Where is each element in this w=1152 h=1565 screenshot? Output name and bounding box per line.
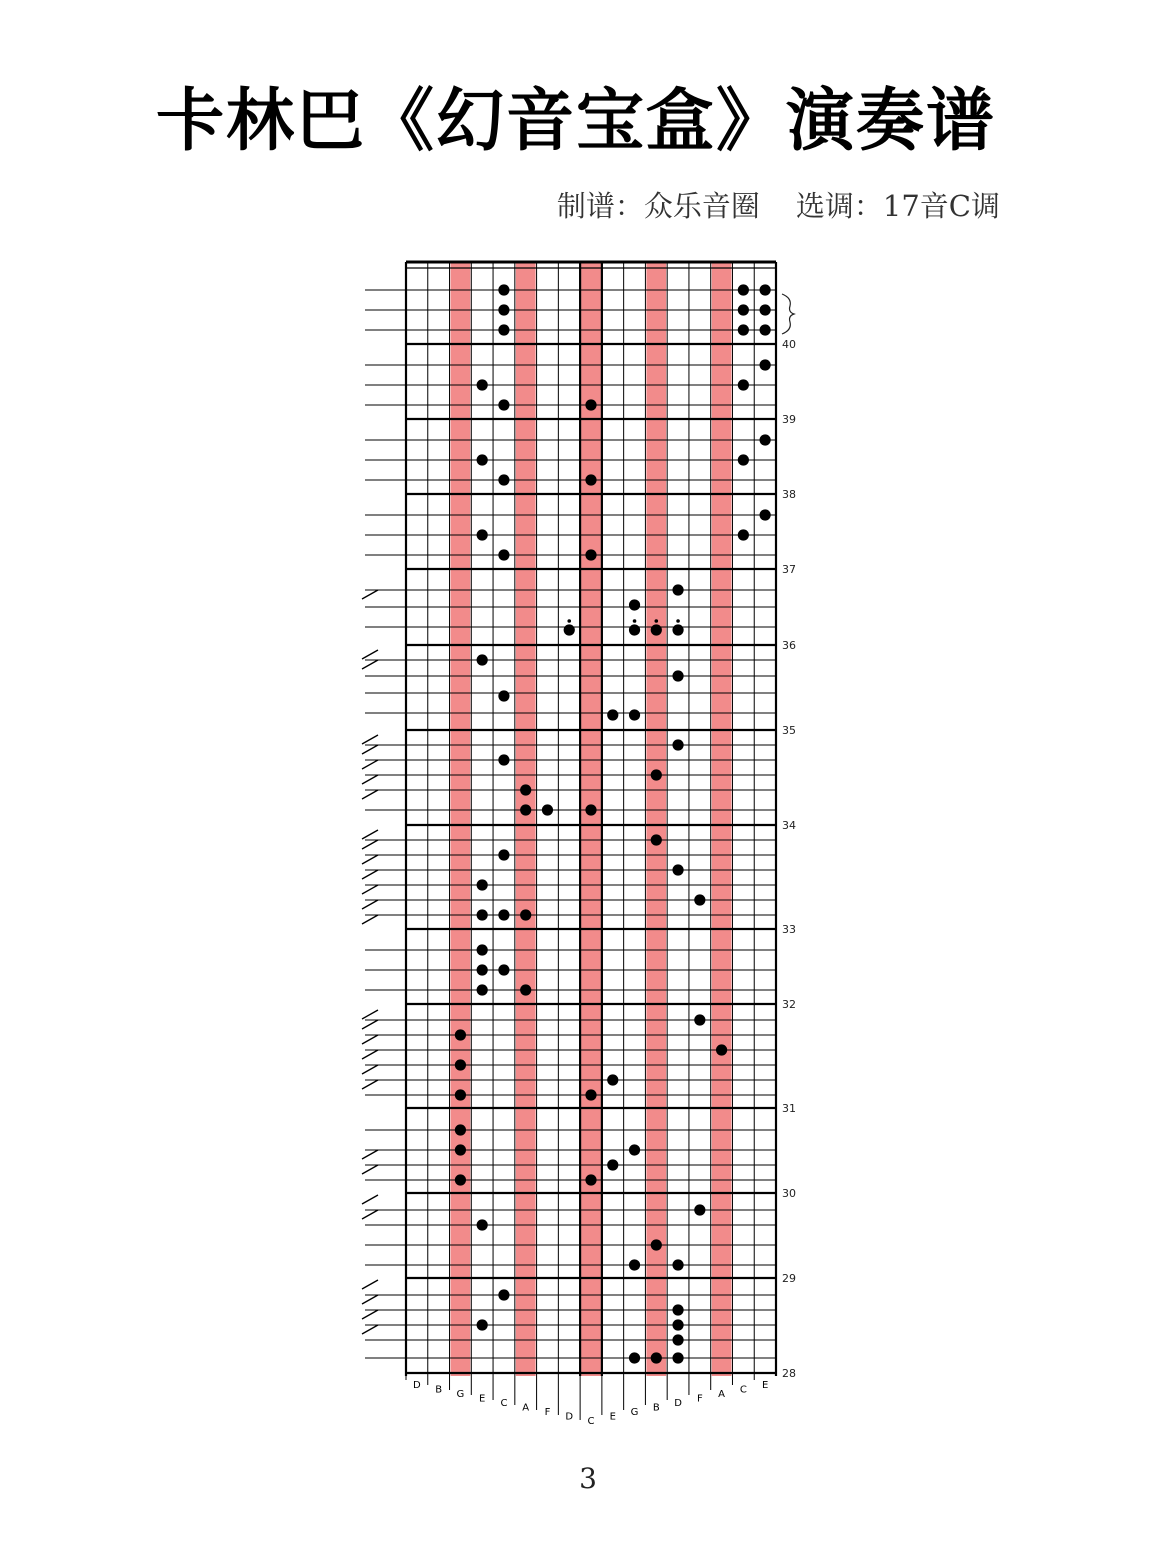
note-dot [672, 670, 683, 681]
tine-label: E [761, 1380, 769, 1391]
note-dot [477, 1319, 488, 1330]
rhythm-flag [362, 735, 378, 744]
rhythm-flags [362, 590, 378, 1334]
rhythm-flag [362, 1295, 378, 1304]
note-dot [738, 454, 749, 465]
note-dot [629, 1144, 640, 1155]
rhythm-flag [362, 1195, 378, 1204]
rhythm-flag [362, 870, 378, 879]
note-dot [477, 909, 488, 920]
note-dot [564, 624, 575, 635]
note-dot [738, 304, 749, 315]
note-dot [672, 739, 683, 750]
key-value: 17音C调 [882, 189, 1000, 223]
note-dot [498, 690, 509, 701]
measure-number: 36 [782, 639, 796, 652]
note-dot [760, 284, 771, 295]
note-dot [738, 529, 749, 540]
note-dot [498, 474, 509, 485]
note-dot [651, 624, 662, 635]
tine-labels [406, 1376, 768, 1427]
note-dot [520, 909, 531, 920]
rhythm-flag [362, 650, 378, 659]
note-dot [498, 324, 509, 335]
repeat-brace-mark [782, 294, 794, 334]
note-dot [520, 784, 531, 795]
augmentation-dot [654, 619, 658, 623]
tine-label: A [718, 1389, 726, 1400]
note-dot [607, 1074, 618, 1085]
measure-number: 33 [782, 923, 796, 936]
note-dot [585, 474, 596, 485]
note-dot [542, 804, 553, 815]
highlight-column [581, 262, 601, 1376]
rhythm-flag [362, 885, 378, 894]
rhythm-flag [362, 1065, 378, 1074]
note-dot [629, 1352, 640, 1363]
rhythm-flag [362, 1150, 378, 1159]
tine-label: F [544, 1407, 551, 1418]
note-dot [651, 1239, 662, 1250]
tine-label: B [435, 1384, 443, 1396]
note-dot [651, 1352, 662, 1363]
note-dot [455, 1059, 466, 1070]
rhythm-flag [362, 1325, 378, 1334]
measure-number: 32 [782, 998, 796, 1011]
rhythm-flag [362, 915, 378, 924]
note-dot [651, 834, 662, 845]
tine-label: C [739, 1384, 747, 1396]
highlight-column [516, 262, 536, 1376]
note-dot [716, 1044, 727, 1055]
tine-label: A [522, 1402, 530, 1414]
rhythm-flag [362, 1010, 378, 1019]
rhythm-flag [362, 745, 378, 754]
note-dot [498, 1289, 509, 1300]
measure-number: 29 [782, 1272, 796, 1285]
note-dot [760, 304, 771, 315]
note-dot [455, 1124, 466, 1135]
note-dot [477, 984, 488, 995]
note-dot [477, 379, 488, 390]
note-dot [738, 379, 749, 390]
note-dot [629, 599, 640, 610]
note-dot [738, 324, 749, 335]
note-dot [672, 1319, 683, 1330]
tine-label: G [630, 1407, 639, 1418]
note-dot [477, 654, 488, 665]
note-dot [455, 1089, 466, 1100]
page-title: 卡林巴《幻音宝盒》演奏谱 [155, 82, 996, 161]
note-dot [738, 284, 749, 295]
note-dot [477, 964, 488, 975]
note-dot [760, 434, 771, 445]
measure-number: 37 [782, 563, 796, 576]
note-dot [477, 529, 488, 540]
rhythm-flag [362, 660, 378, 669]
highlight-column [712, 262, 732, 1376]
note-dot [585, 549, 596, 560]
rhythm-flag [362, 1310, 378, 1319]
rhythm-flag [362, 1020, 378, 1029]
note-dot [672, 1304, 683, 1315]
page-number: 3 [579, 1462, 597, 1495]
note-dot [607, 709, 618, 720]
note-dot [629, 624, 640, 635]
note-dot [498, 399, 509, 410]
measure-number: 39 [782, 413, 796, 426]
note-dot [498, 304, 509, 315]
rhythm-flag [362, 1080, 378, 1089]
rhythm-flag [362, 1165, 378, 1174]
rhythm-flag [362, 1280, 378, 1289]
note-dot [498, 964, 509, 975]
rhythm-flag [362, 775, 378, 784]
note-dot [629, 709, 640, 720]
rhythm-flag [362, 760, 378, 769]
rhythm-flag [362, 1210, 378, 1219]
measure-number: 28 [782, 1367, 796, 1380]
highlight-column [451, 262, 471, 1376]
repeat-brace [782, 294, 794, 334]
measure-number: 31 [782, 1102, 796, 1115]
note-dot [498, 849, 509, 860]
note-dot [498, 754, 509, 765]
note-dot [455, 1174, 466, 1185]
augmentation-dot [676, 619, 680, 623]
measure-number: 35 [782, 724, 796, 737]
measure-number: 38 [782, 488, 796, 501]
measure-number: 40 [782, 338, 796, 351]
tine-label: C [587, 1416, 595, 1427]
note-dot [672, 864, 683, 875]
measure-number: 30 [782, 1187, 796, 1200]
note-dot [585, 1089, 596, 1100]
note-dot [694, 894, 705, 905]
note-dot [629, 1259, 640, 1270]
tine-label: D [565, 1411, 574, 1423]
note-dot [520, 804, 531, 815]
note-dot [694, 1204, 705, 1215]
arranger-label: 制谱： [556, 189, 644, 223]
tine-label: F [696, 1393, 703, 1405]
note-dot [498, 909, 509, 920]
tine-label: G [456, 1389, 465, 1400]
rhythm-flag [362, 900, 378, 909]
note-dot [760, 359, 771, 370]
note-dot [585, 399, 596, 410]
highlight-column [646, 262, 666, 1376]
arranger-name: 众乐音圈 [643, 189, 760, 223]
note-dot [672, 624, 683, 635]
note-dot [585, 1174, 596, 1185]
note-dot [651, 769, 662, 780]
tine-label: C [500, 1398, 508, 1409]
rhythm-flag [362, 1035, 378, 1044]
note-dot [672, 1334, 683, 1345]
rhythm-flag [362, 855, 378, 864]
augmentation-dot [567, 619, 571, 623]
note-dot [477, 944, 488, 955]
note-dot [455, 1144, 466, 1155]
note-dot [455, 1029, 466, 1040]
tine-label: E [609, 1411, 616, 1423]
measure-number: 34 [782, 819, 796, 832]
note-dot [477, 879, 488, 890]
measure-numbers [782, 338, 796, 1380]
note-dot [760, 324, 771, 335]
note-dot [477, 1219, 488, 1230]
note-dot [498, 284, 509, 295]
rhythm-flag [362, 790, 378, 799]
note-dot [672, 1259, 683, 1270]
note-dot [477, 454, 488, 465]
key-label: 选调： [795, 189, 883, 223]
note-dot [672, 1352, 683, 1363]
augmentation-dot [633, 619, 637, 623]
rhythm-flag [362, 840, 378, 849]
note-dot [498, 549, 509, 560]
note-dot [520, 984, 531, 995]
tine-label: D [413, 1380, 421, 1391]
rhythm-flag [362, 590, 378, 599]
note-dot [672, 584, 683, 595]
tine-label: D [674, 1398, 682, 1409]
rhythm-flag [362, 830, 378, 839]
tine-label: B [652, 1402, 660, 1414]
rhythm-flag [362, 1050, 378, 1059]
note-dot [607, 1159, 618, 1170]
note-dot [585, 804, 596, 815]
note-dot [694, 1014, 705, 1025]
tine-label: E [479, 1393, 486, 1405]
note-dot [760, 509, 771, 520]
